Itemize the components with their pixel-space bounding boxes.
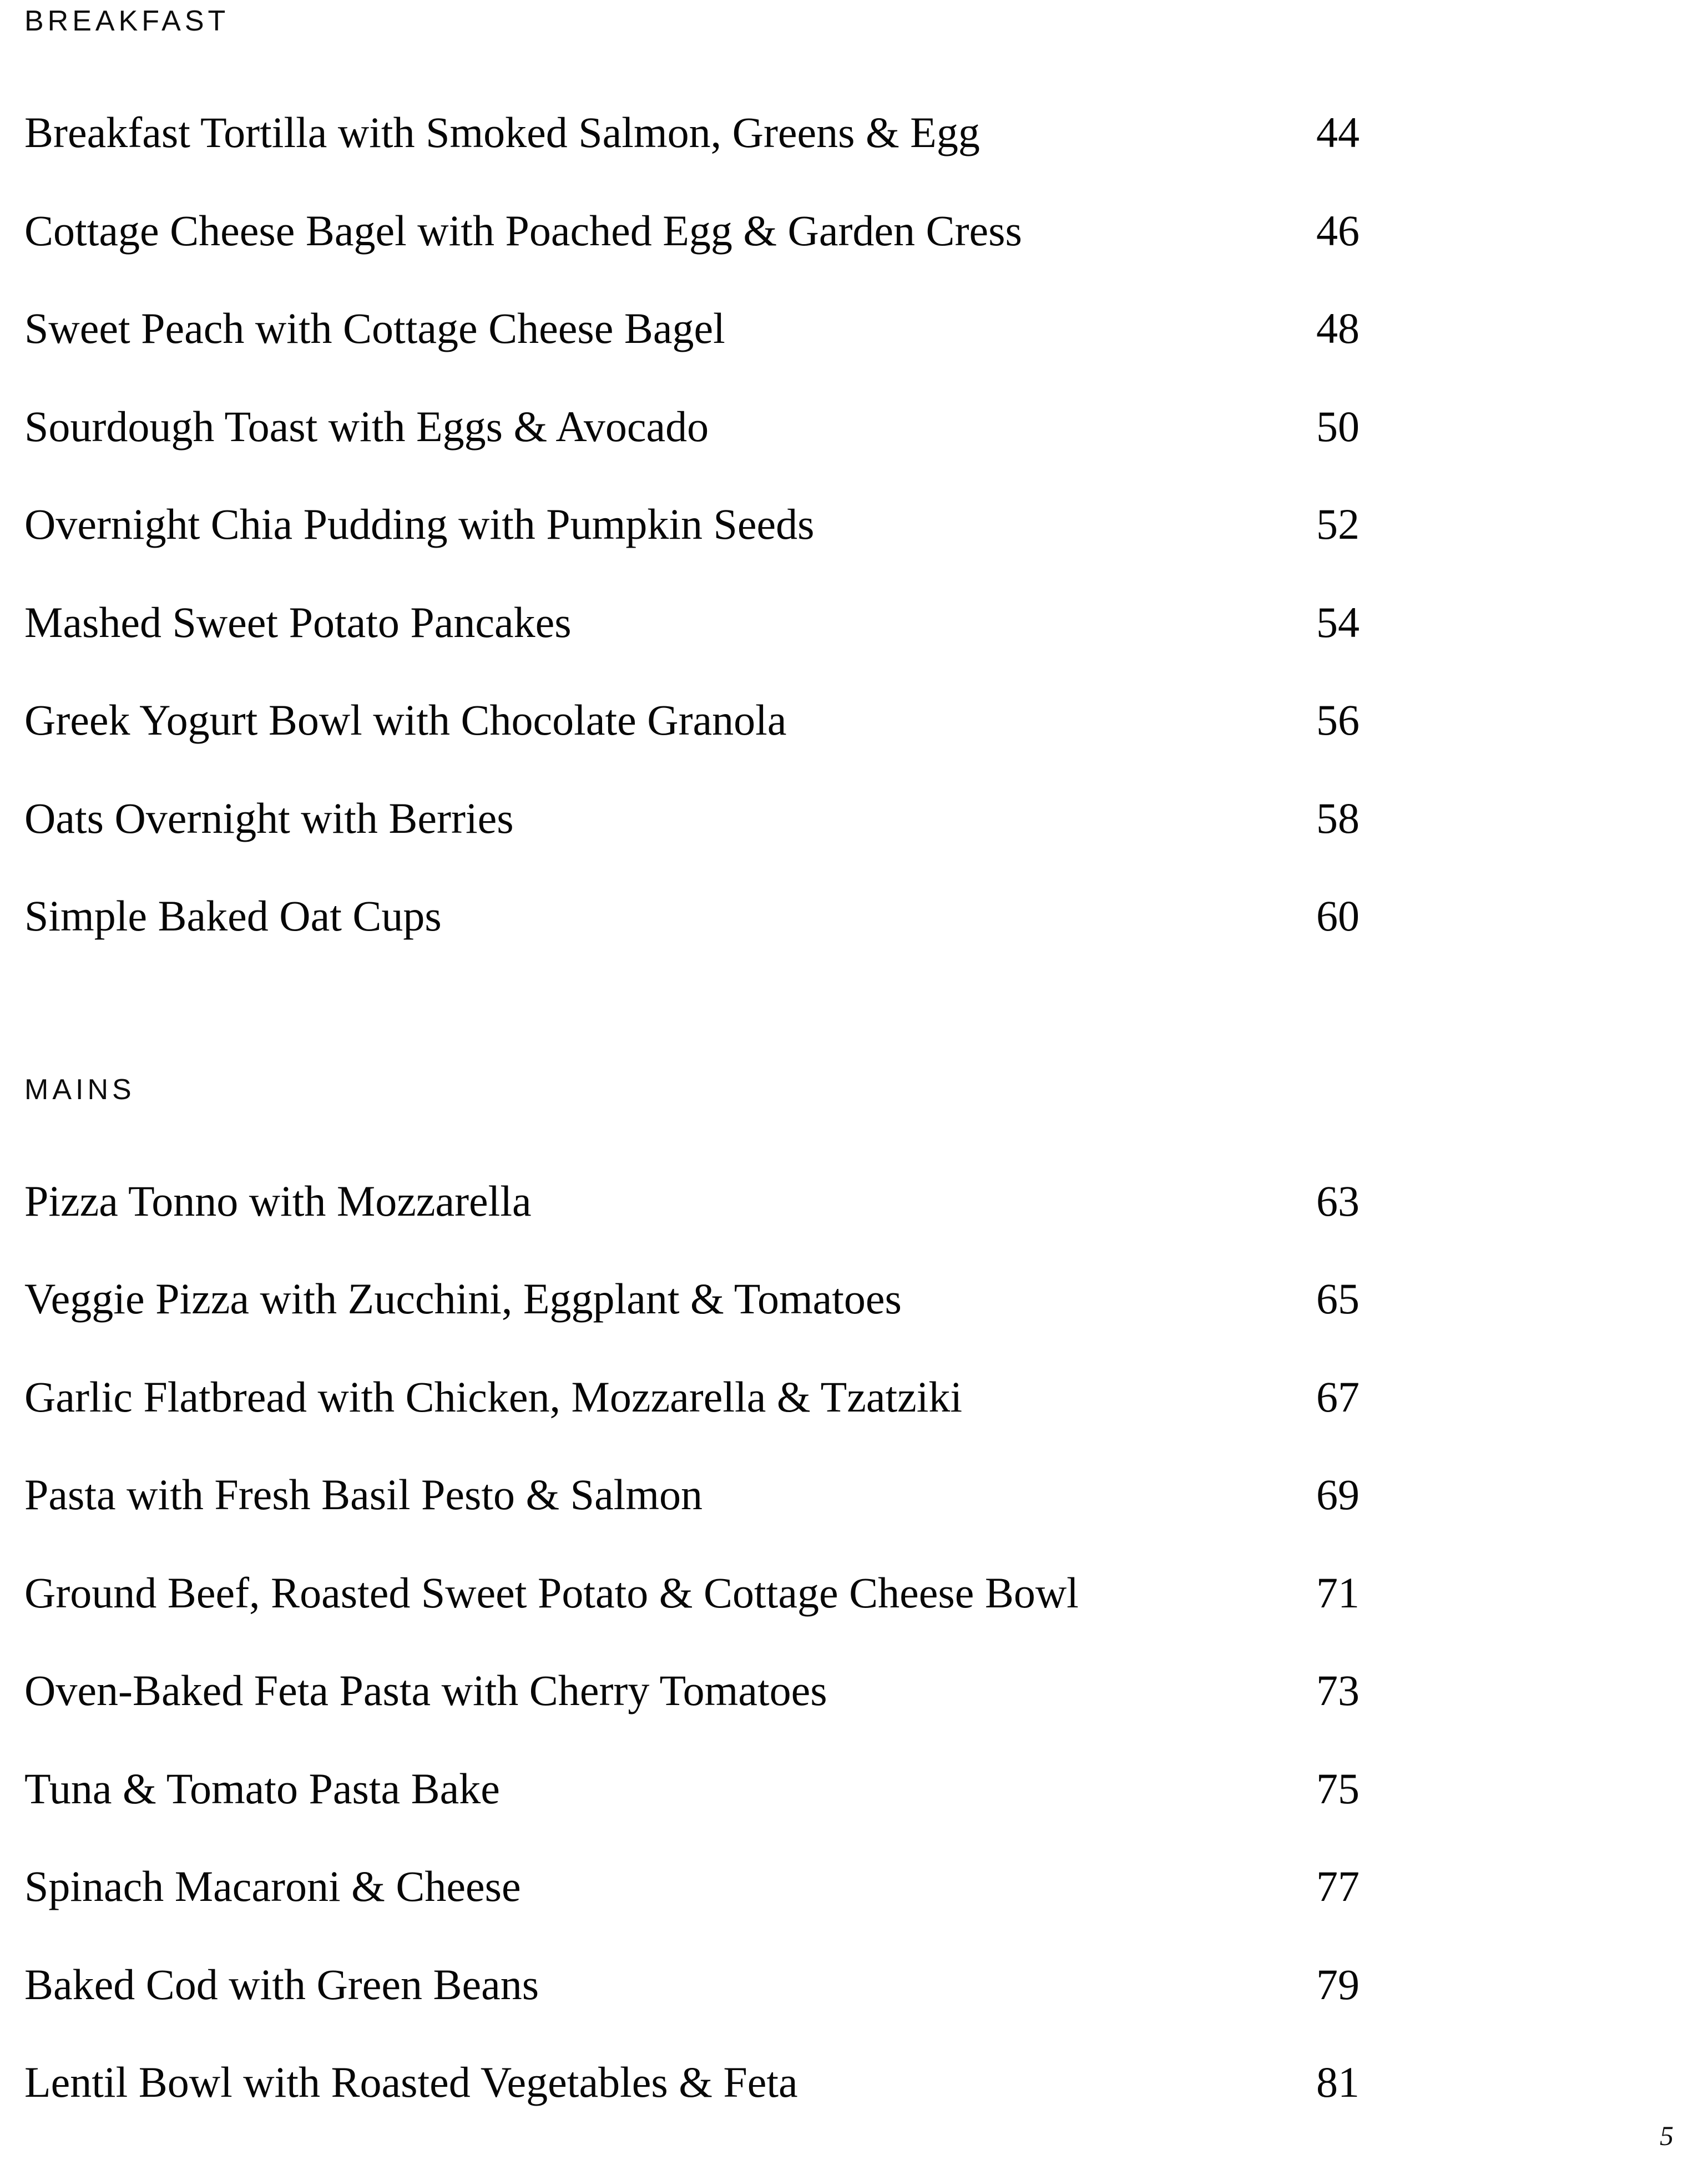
toc-row [24, 1250, 1360, 1348]
section-list [24, 1152, 1360, 2132]
recipe-title: Ground Beef, Roasted Sweet Potato & Cottage Cheese Bowl [24, 1568, 1079, 1617]
recipe-page-number: 79 [1316, 1960, 1360, 2009]
toc-row [24, 1152, 1360, 1251]
recipe-page-number: 77 [1316, 1862, 1360, 1911]
recipe-page-number: 65 [1316, 1274, 1360, 1323]
toc-row [24, 1446, 1360, 1544]
section-heading: BREAKFAST [24, 5, 230, 37]
recipe-title: Simple Baked Oat Cups [24, 892, 442, 940]
recipe-title: Spinach Macaroni & Cheese [24, 1862, 521, 1911]
recipe-page-number: 44 [1316, 108, 1360, 157]
recipe-title: Tuna & Tomato Pasta Bake [24, 1764, 500, 1813]
toc-row [24, 1642, 1360, 1740]
recipe-page-number: 75 [1316, 1764, 1360, 1813]
toc-content [24, 0, 1360, 2132]
recipe-page-number: 46 [1316, 206, 1360, 255]
recipe-page-number: 58 [1316, 793, 1360, 842]
recipe-page-number: 54 [1316, 598, 1360, 646]
recipe-page-number: 67 [1316, 1372, 1360, 1421]
section-heading: MAINS [24, 1073, 135, 1106]
recipe-page-number: 69 [1316, 1470, 1360, 1519]
toc-row [24, 476, 1360, 574]
recipe-title: Sourdough Toast with Eggs & Avocado [24, 402, 709, 451]
recipe-title: Greek Yogurt Bowl with Chocolate Granola [24, 696, 787, 745]
recipe-page-number: 73 [1316, 1666, 1360, 1715]
toc-row [24, 574, 1360, 672]
toc-row [24, 671, 1360, 770]
recipe-title: Mashed Sweet Potato Pancakes [24, 598, 572, 646]
recipe-title: Veggie Pizza with Zucchini, Eggplant & Tomatoes [24, 1274, 902, 1323]
toc-row [24, 867, 1360, 965]
recipe-page-number: 60 [1316, 892, 1360, 940]
recipe-title: Pizza Tonno with Mozzarella [24, 1176, 532, 1225]
recipe-page-number: 48 [1316, 304, 1360, 353]
page-number: 5 [1660, 2120, 1674, 2151]
recipe-title: Oven-Baked Feta Pasta with Cherry Tomatoes [24, 1666, 827, 1715]
recipe-title: Oats Overnight with Berries [24, 793, 514, 842]
toc-row [24, 378, 1360, 476]
recipe-page-number: 50 [1316, 402, 1360, 451]
toc-row [24, 1740, 1360, 1838]
toc-row [24, 1544, 1360, 1642]
recipe-title: Baked Cod with Green Beans [24, 1960, 539, 2009]
recipe-title: Breakfast Tortilla with Smoked Salmon, Greens & Egg [24, 108, 980, 157]
toc-row [24, 770, 1360, 868]
recipe-page-number: 52 [1316, 500, 1360, 549]
toc-row [24, 84, 1360, 182]
recipe-title: Pasta with Fresh Basil Pesto & Salmon [24, 1470, 703, 1519]
recipe-page-number: 63 [1316, 1176, 1360, 1225]
recipe-page-number: 56 [1316, 696, 1360, 745]
recipe-title: Garlic Flatbread with Chicken, Mozzarella & Tzatziki [24, 1372, 963, 1421]
recipe-title: Lentil Bowl with Roasted Vegetables & Feta [24, 2058, 798, 2107]
toc-row [24, 1348, 1360, 1446]
toc-row [24, 2034, 1360, 2132]
recipe-page-number: 71 [1316, 1568, 1360, 1617]
toc-row [24, 280, 1360, 378]
recipe-page-number: 81 [1316, 2058, 1360, 2107]
toc-row [24, 182, 1360, 280]
toc-row [24, 1936, 1360, 2034]
recipe-title: Overnight Chia Pudding with Pumpkin Seeds [24, 500, 815, 549]
section-list [24, 84, 1360, 965]
recipe-title: Cottage Cheese Bagel with Poached Egg & Garden Cress [24, 206, 1022, 255]
recipe-title: Sweet Peach with Cottage Cheese Bagel [24, 304, 725, 353]
toc-row [24, 1838, 1360, 1936]
